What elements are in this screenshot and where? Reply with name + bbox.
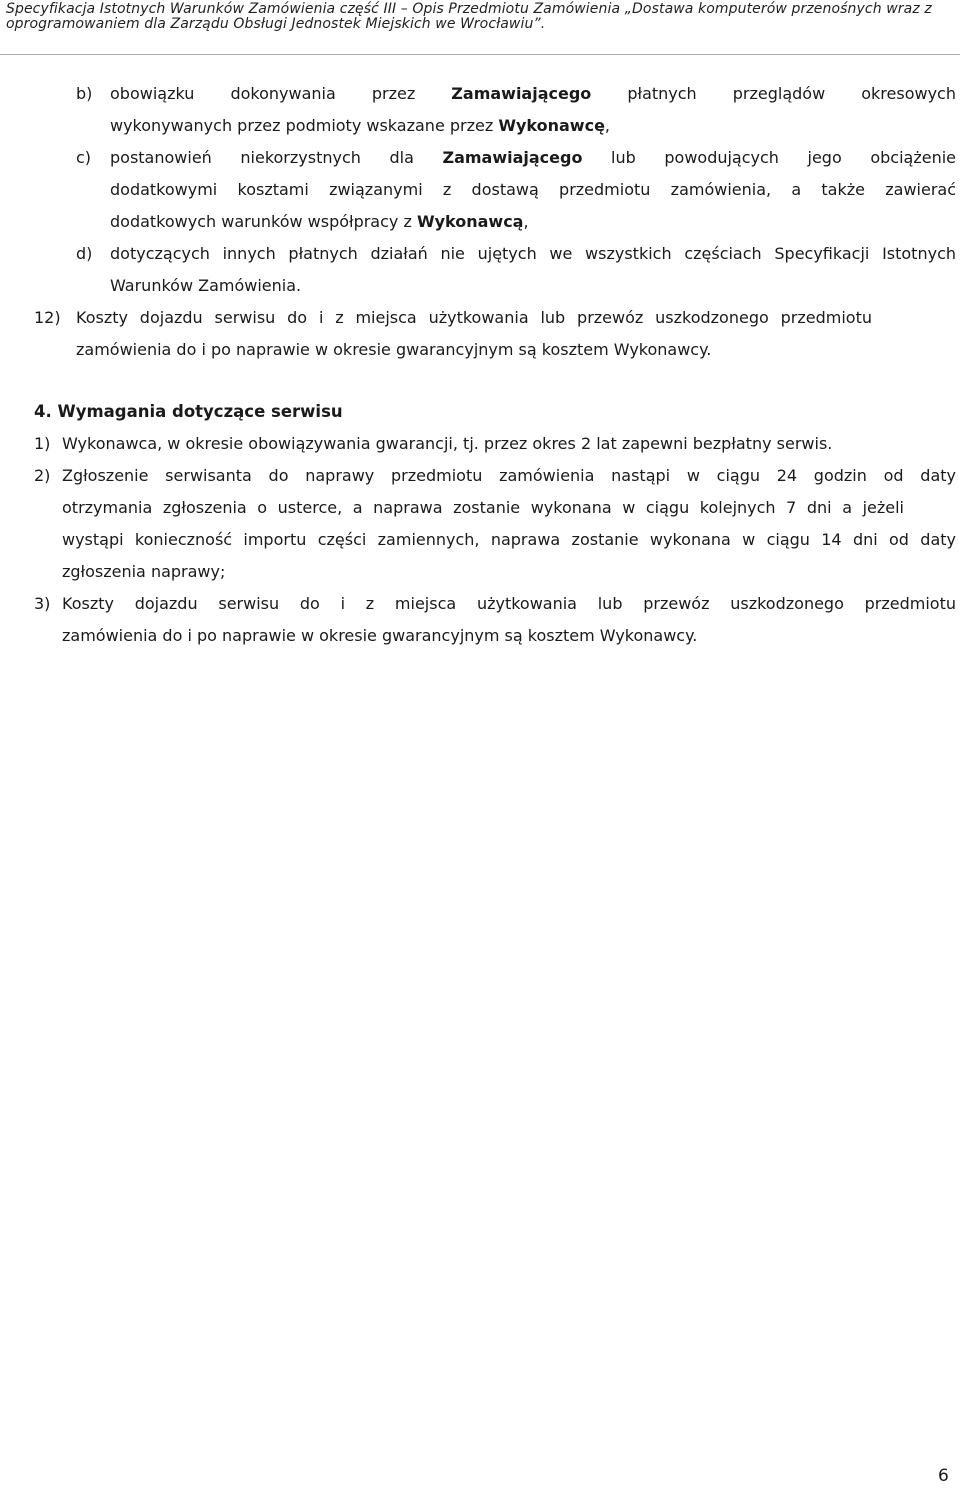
item-c-line-1: postanowień niekorzystnych dla Zamawiającego lub powodujących jego obciążenie	[110, 148, 956, 167]
s4-item-3-line-2: zamówienia do i po naprawie w okresie gwarancyjnym są kosztem Wykonawcy.	[62, 626, 698, 645]
item-d-line-2: Warunków Zamówienia.	[110, 276, 302, 295]
header-line-2: oprogramowaniem dla Zarządu Obsługi Jednostek Miejskich we Wrocławiu”.	[6, 16, 546, 32]
bold-zamawiajacego: Zamawiającego	[451, 84, 592, 103]
header-line-1: Specyfikacja Istotnych Warunków Zamówienia część III – Opis Przedmiotu Zamówienia „Dostawa komputerów przenośnych wraz z	[6, 1, 932, 17]
s4-item-3-line-1: Koszty dojazdu serwisu do i z miejsca użytkowania lub przewóz uszkodzonego przedmiotu	[62, 594, 956, 613]
s4-item-2-line-3: wystąpi konieczność importu części zamiennych, naprawa zostanie wykonana w ciągu 14 dni od daty	[62, 530, 956, 549]
item-c-line-2: dodatkowymi kosztami związanymi z dostawą przedmiotu zamówienia, a także zawierać	[110, 180, 956, 199]
bold-zamawiajacego-2: Zamawiającego	[442, 148, 583, 167]
s4-item-marker-2: 2)	[34, 466, 51, 485]
header-divider	[0, 54, 960, 55]
item-marker-12: 12)	[34, 308, 61, 327]
bold-wykonawca: Wykonawcą	[416, 212, 524, 231]
s4-item-2-line-2: otrzymania zgłoszenia o usterce, a naprawa zostanie wykonana w ciągu kolejnych 7 dni a jeżeli	[62, 498, 904, 517]
item-12-line-1: Koszty dojazdu serwisu do i z miejsca użytkowania lub przewóz uszkodzonego przedmiotu	[76, 308, 872, 327]
item-d-line-1: dotyczących innych płatnych działań nie ujętych we wszystkich częściach Specyfikacji Istotnych	[110, 244, 956, 263]
s4-item-marker-3: 3)	[34, 594, 51, 613]
page-number: 6	[938, 1466, 949, 1486]
section-heading: 4. Wymagania dotyczące serwisu	[34, 402, 343, 421]
item-c-line-3: dodatkowych warunków współpracy z Wykonawcą,	[110, 212, 529, 231]
s4-item-2-line-4: zgłoszenia naprawy;	[62, 562, 226, 581]
item-b-line-1: obowiązku dokonywania przez Zamawiającego płatnych przeglądów okresowych	[110, 84, 956, 103]
page-header	[6, 2, 954, 32]
item-b-line-2: wykonywanych przez podmioty wskazane przez Wykonawcę,	[110, 116, 611, 135]
item-marker-c: c)	[76, 148, 92, 167]
s4-item-2-line-1: Zgłoszenie serwisanta do naprawy przedmiotu zamówienia nastąpi w ciągu 24 godzin od daty	[62, 466, 956, 485]
s4-item-marker-1: 1)	[34, 434, 51, 453]
item-12-line-2: zamówienia do i po naprawie w okresie gwarancyjnym są kosztem Wykonawcy.	[76, 340, 712, 359]
item-marker-b: b)	[76, 84, 93, 103]
bold-wykonawce: Wykonawcę	[498, 116, 605, 135]
item-marker-d: d)	[76, 244, 93, 263]
s4-item-1-line-1: Wykonawca, w okresie obowiązywania gwarancji, tj. przez okres 2 lat zapewni bezpłatny serwis.	[62, 434, 833, 453]
